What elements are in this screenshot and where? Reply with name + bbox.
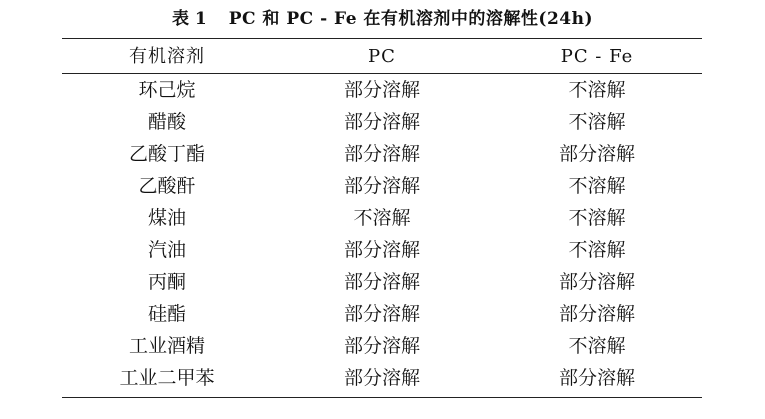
pc-fe-solubility-cell: 不溶解 <box>568 239 626 261</box>
pc-solubility-cell: 部分溶解 <box>343 367 420 389</box>
solvent-cell: 硅酯 <box>147 303 186 325</box>
table-row <box>62 202 702 234</box>
pc-fe-solubility-cell: 不溶解 <box>568 175 626 197</box>
solvent-cell: 煤油 <box>147 207 186 229</box>
pc-solubility-cell: 部分溶解 <box>343 143 420 165</box>
pc-solubility-cell: 不溶解 <box>353 207 411 229</box>
pc-fe-solubility-cell: 部分溶解 <box>558 303 635 325</box>
table-header-row <box>62 40 702 73</box>
solvent-cell: 醋酸 <box>147 111 186 133</box>
pc-fe-solubility-cell: 部分溶解 <box>558 143 635 165</box>
solvent-cell: 环己烷 <box>138 79 196 101</box>
header-solvent: 有机溶剂 <box>129 45 205 67</box>
table-row <box>62 74 702 106</box>
header-pc: PC <box>368 45 396 67</box>
pc-fe-solubility-cell: 部分溶解 <box>558 271 635 293</box>
solvent-cell: 乙酸丁酯 <box>128 143 205 165</box>
pc-fe-solubility-cell: 不溶解 <box>568 111 626 133</box>
pc-solubility-cell: 部分溶解 <box>343 79 420 101</box>
pc-fe-solubility-cell: 不溶解 <box>568 79 626 101</box>
table-row <box>62 298 702 330</box>
table-row <box>62 362 702 394</box>
pc-solubility-cell: 部分溶解 <box>343 239 420 261</box>
table-row <box>62 106 702 138</box>
solvent-cell: 汽油 <box>147 239 186 261</box>
table-row <box>62 330 702 362</box>
solvent-cell: 工业二甲苯 <box>119 367 215 389</box>
table-body <box>62 74 702 394</box>
pc-fe-solubility-cell: 部分溶解 <box>558 367 635 389</box>
pc-solubility-cell: 部分溶解 <box>343 335 420 357</box>
table-row <box>62 234 702 266</box>
solvent-cell: 丙酮 <box>147 271 186 293</box>
pc-fe-solubility-cell: 不溶解 <box>568 335 626 357</box>
pc-solubility-cell: 部分溶解 <box>343 271 420 293</box>
pc-solubility-cell: 部分溶解 <box>343 175 420 197</box>
table-row <box>62 266 702 298</box>
header-pc-fe: PC - Fe <box>560 45 634 67</box>
pc-fe-solubility-cell: 不溶解 <box>568 207 626 229</box>
solubility-table <box>62 40 702 394</box>
bottom-rule <box>62 397 702 398</box>
table-title: PC 和 PC - Fe 在有机溶剂中的溶解性(24h) <box>228 9 594 29</box>
table-row <box>62 138 702 170</box>
pc-solubility-cell: 部分溶解 <box>343 111 420 133</box>
solvent-cell: 乙酸酐 <box>138 175 196 197</box>
table-caption <box>0 6 765 32</box>
top-rule <box>62 38 702 39</box>
table-number: 表 1 <box>171 9 207 29</box>
table-row <box>62 170 702 202</box>
solvent-cell: 工业酒精 <box>128 335 205 357</box>
pc-solubility-cell: 部分溶解 <box>343 303 420 325</box>
